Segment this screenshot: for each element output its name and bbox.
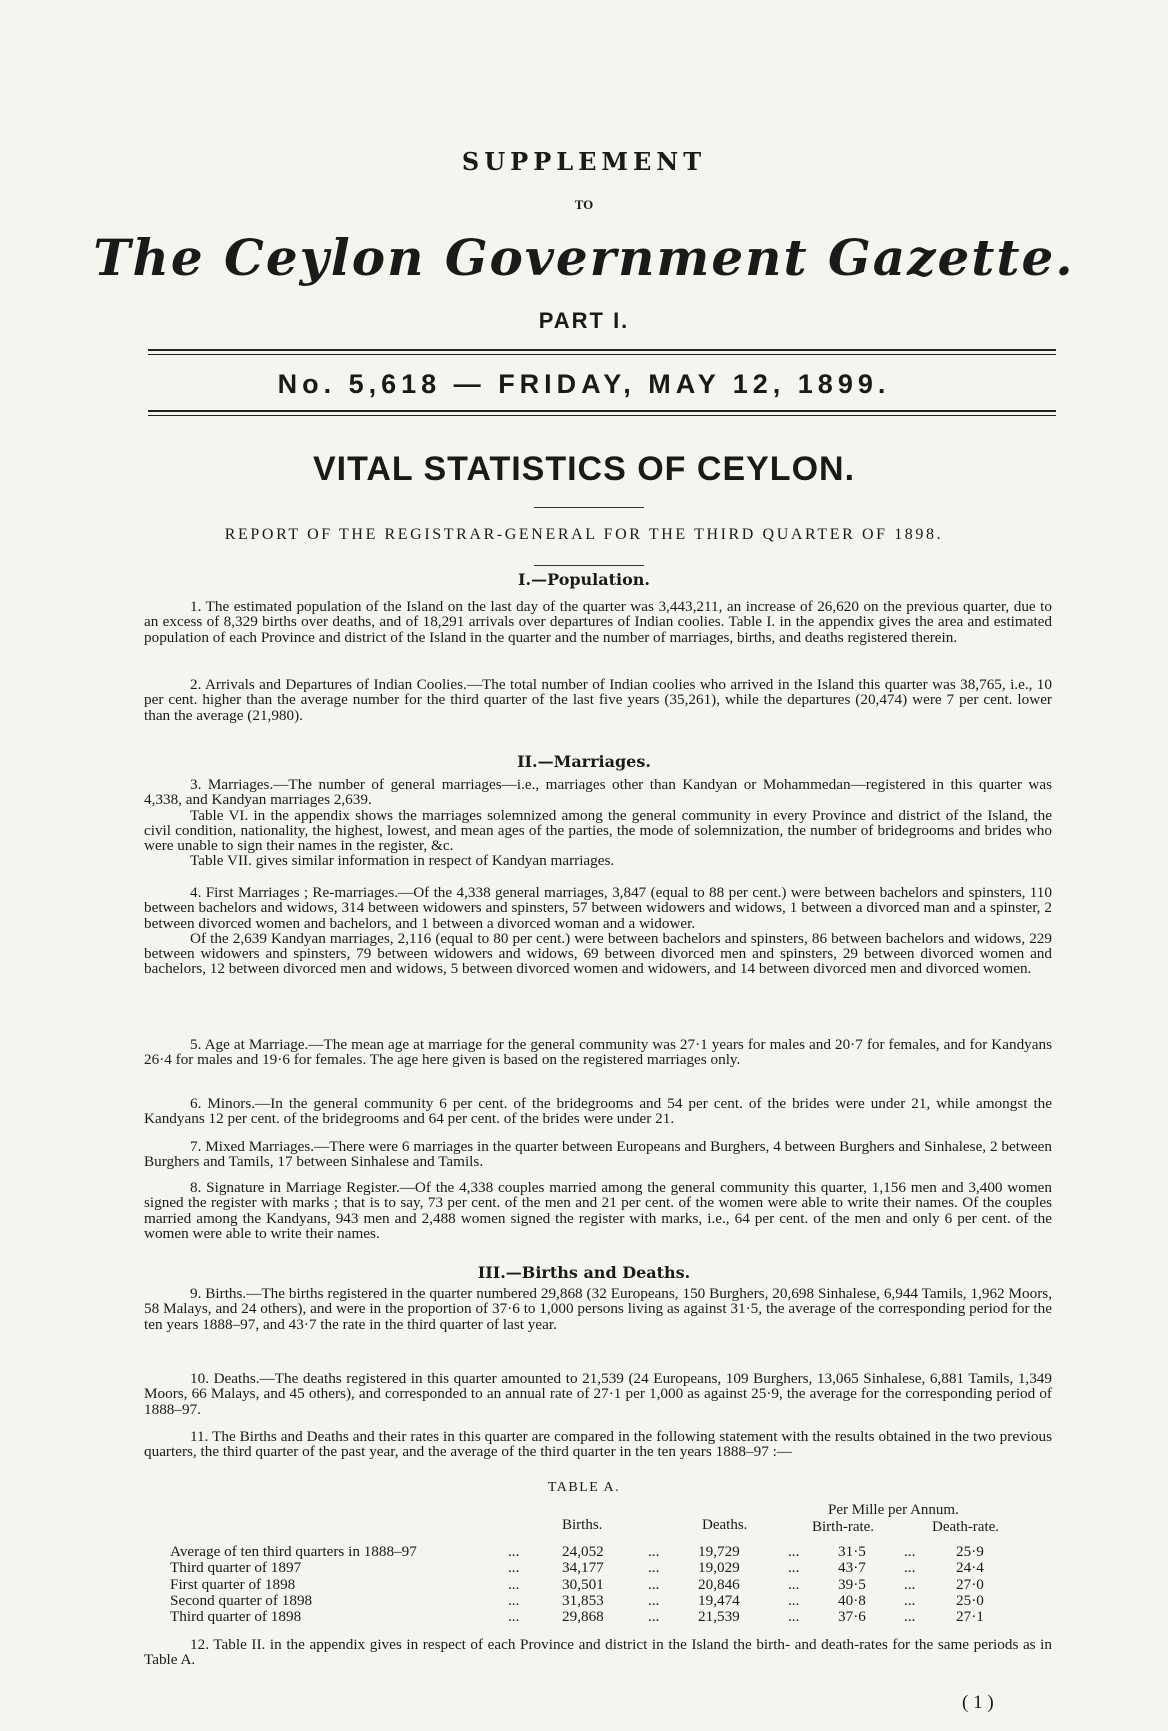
leader-dots: ... xyxy=(788,1608,800,1626)
page-number: ( 1 ) xyxy=(962,1692,994,1713)
paragraph-9: 9. Births.—The births registered in the quarter numbered 29,868 (32 Europeans, 150 Burghers, 20,698 Sinhalese, 6,944 Tamils, 1,962 Moors, 58 Malays, and 24 others), and were in the proportion of 37·6 to 1,000 persons living as against 31·5, the average of the corresponding period for the ten years 1888–97, and 43·7 the rate in the third quarter of last year. xyxy=(144,1285,1052,1333)
leader-dots: ... xyxy=(508,1543,520,1560)
leader-dots: ... xyxy=(648,1575,660,1593)
leader-dots: ... xyxy=(788,1543,800,1560)
deaths-cell: 21,539 xyxy=(698,1608,740,1626)
deaths-header: Deaths. xyxy=(702,1517,748,1533)
table-row xyxy=(170,1559,1050,1575)
death-rate-cell: 24·4 xyxy=(956,1559,984,1577)
leader-dots: ... xyxy=(648,1543,660,1560)
row-label: Average of ten third quarters in 1888–97 xyxy=(170,1543,417,1560)
leader-dots: ... xyxy=(508,1608,520,1626)
document-title: VITAL STATISTICS OF CEYLON. xyxy=(312,450,856,488)
gazette-title: The Ceylon Government Gazette. xyxy=(93,228,1075,287)
birth-rate-cell: 31·5 xyxy=(838,1543,866,1560)
births-cell: 29,868 xyxy=(562,1608,604,1626)
to-label: TO xyxy=(574,197,594,212)
birth-rate-cell: 40·8 xyxy=(838,1591,866,1609)
leader-dots: ... xyxy=(788,1559,800,1577)
births-cell: 31,853 xyxy=(562,1591,604,1609)
paragraph-10: 10. Deaths.—The deaths registered in this quarter amounted to 21,539 (24 Europeans, 109 Burghers, 13,065 Sinhalese, 6,881 Tamils, 1,349 Moors, 66 Malays, and 45 others), and corresponded to an annual rate of 27·1 per 1,000 as against 25·9, the average for the corresponding period of 1888–97. xyxy=(144,1370,1052,1418)
paragraph-11: 11. The Births and Deaths and their rates in this quarter are compared in the following statement with the results obtained in the two previous quarters, the third quarter of the past year, and the average of the third quarter in the ten years 1888–97 :— xyxy=(144,1428,1052,1461)
births-cell: 34,177 xyxy=(562,1559,604,1577)
rule-bottom xyxy=(148,410,1056,416)
leader-dots: ... xyxy=(648,1559,660,1577)
death-rate-cell: 27·1 xyxy=(956,1608,984,1626)
paragraph-4: 4. First Marriages ; Re-marriages.—Of the 4,338 general marriages, 3,847 (equal to 88 per cent.) were between bachelors and spinsters, 110 between bachelors and widows, 314 between widowers and spinsters, 57 between widowers and widows, 1 between a divorced man and a spinster, 2 between divorced women and bachelors, and 1 between a divorced woman and a widower. Of the 2,639 Kandyan marriages, 2,116 (equal to 80 per cent.) were between bachelors and spinsters, 86 between bachelors and widows, 229 between widowers and spinsters, 79 between widowers and widows, 69 between divorced men and spinsters, 29 between divorced women and bachelors, 12 between divorced men and widows, 5 between divorced women and widowers, and 14 between divorced men and divorced women. xyxy=(144,884,1052,978)
leader-dots: ... xyxy=(508,1559,520,1577)
birth-rate-cell: 37·6 xyxy=(838,1608,866,1626)
leader-dots: ... xyxy=(508,1591,520,1609)
table-row xyxy=(170,1576,1050,1592)
paragraph-8: 8. Signature in Marriage Register.—Of the 4,338 couples married among the general community this quarter, 1,156 men and 3,400 women signed the register with marks ; that is to say, 73 per cent. of the men and 21 per cent. of the women were able to write their names. Of the couples married among the Kandyans, 943 men and 2,488 women signed the register with marks, i.e., 64 per cent. of the men and only 6 per cent. of the women were able to write their names. xyxy=(144,1179,1052,1242)
births-cell: 30,501 xyxy=(562,1575,604,1593)
death-rate-cell: 25·9 xyxy=(956,1543,984,1560)
leader-dots: ... xyxy=(904,1543,916,1560)
deaths-cell: 20,846 xyxy=(698,1575,740,1593)
section-births-deaths: III.—Births and Deaths. xyxy=(477,1263,691,1282)
birth-rate-cell: 39·5 xyxy=(838,1575,866,1593)
births-cell: 24,052 xyxy=(562,1543,604,1560)
leader-dots: ... xyxy=(904,1591,916,1609)
divider xyxy=(534,507,644,508)
leader-dots: ... xyxy=(788,1591,800,1609)
row-label: Second quarter of 1898 xyxy=(170,1591,313,1609)
row-label: First quarter of 1898 xyxy=(170,1575,296,1593)
paragraph-3: 3. Marriages.—The number of general marriages—i.e., marriages other than Kandyan or Mohammedan—registered in this quarter was 4,338, and Kandyan marriages 2,639. Table VI. in the appendix shows the marriages solemnized among the general community in every Province and district of the Island, the civil condition, nationality, the highest, lowest, and mean ages of the parties, the mode of solemnization, the number of bridegrooms and brides who were unable to sign their names in the register, &c. Table VII. gives similar information in respect of Kandyan marriages. xyxy=(144,776,1052,870)
leader-dots: ... xyxy=(788,1575,800,1593)
deaths-cell: 19,029 xyxy=(698,1559,740,1577)
supplement-heading: SUPPLEMENT xyxy=(461,147,707,176)
rule-top xyxy=(148,349,1056,355)
leader-dots: ... xyxy=(648,1591,660,1609)
table-row xyxy=(170,1608,1050,1624)
leader-dots: ... xyxy=(904,1608,916,1626)
paragraph-6: 6. Minors.—In the general community 6 per cent. of the bridegrooms and 54 per cent. of the brides were under 21, while amongst the Kandyans 12 per cent. of the bridegrooms and 64 per cent. of the brides were under 21. xyxy=(144,1095,1052,1128)
leader-dots: ... xyxy=(904,1575,916,1593)
death-rate-cell: 25·0 xyxy=(956,1591,984,1609)
death-rate-cell: 27·0 xyxy=(956,1575,984,1593)
death-rate-header: Death-rate. xyxy=(932,1519,1000,1535)
leader-dots: ... xyxy=(648,1608,660,1626)
row-label: Third quarter of 1898 xyxy=(170,1608,302,1626)
birth-rate-cell: 43·7 xyxy=(838,1559,866,1577)
section-marriages: II.—Marriages. xyxy=(517,752,651,771)
paragraph-2: 2. Arrivals and Departures of Indian Coolies.—The total number of Indian coolies who arrived in the Island this quarter was 38,765, i.e., 10 per cent. higher than the average number for the third quarter of the last five years (35,261), while the departures (20,474) were 7 per cent. lower than the average (21,980). xyxy=(144,676,1052,724)
paragraph-12: 12. Table II. in the appendix gives in respect of each Province and district in the Island the birth- and death-rates for the same periods as in Table A. xyxy=(144,1636,1052,1669)
issue-line: No. 5,618 — FRIDAY, MAY 12, 1899. xyxy=(277,369,891,399)
table-a-title: TABLE A. xyxy=(547,1480,621,1495)
leader-dots: ... xyxy=(508,1575,520,1593)
section-population: I.—Population. xyxy=(518,570,650,589)
row-label: Third quarter of 1897 xyxy=(170,1559,302,1577)
paragraph-7: 7. Mixed Marriages.—There were 6 marriages in the quarter between Europeans and Burghers, 4 between Burghers and Sinhalese, 2 between Burghers and Tamils, 17 between Sinhalese and Tamils. xyxy=(144,1138,1052,1171)
paragraph-1: 1. The estimated population of the Island on the last day of the quarter was 3,443,211, an increase of 26,620 on the previous quarter, due to an excess of 8,329 births over deaths, and of 18,291 arrivals over departures of Indian coolies. Table I. in the appendix gives the area and estimated population of each Province and district of the Island in the quarter and the number of marriages, births, and deaths registered therein. xyxy=(144,598,1052,646)
deaths-cell: 19,474 xyxy=(698,1591,740,1609)
paragraph-5: 5. Age at Marriage.—The mean age at marriage for the general community was 27·1 years for males and 20·7 for females, and for Kandyans 26·4 for males and 19·6 for females. The age here given is based on the registered marriages only. xyxy=(144,1036,1052,1069)
table-row xyxy=(170,1592,1050,1608)
deaths-cell: 19,729 xyxy=(698,1543,740,1560)
per-mille-header: Per Mille per Annum. xyxy=(828,1502,959,1518)
report-subtitle: REPORT OF THE REGISTRAR-GENERAL FOR THE THIRD QUARTER OF 1898. xyxy=(224,526,944,543)
divider xyxy=(534,565,644,566)
births-header: Births. xyxy=(562,1517,603,1533)
leader-dots: ... xyxy=(904,1559,916,1577)
part-label: PART I. xyxy=(538,308,630,333)
table-row xyxy=(170,1543,1050,1559)
birth-rate-header: Birth-rate. xyxy=(812,1519,875,1535)
